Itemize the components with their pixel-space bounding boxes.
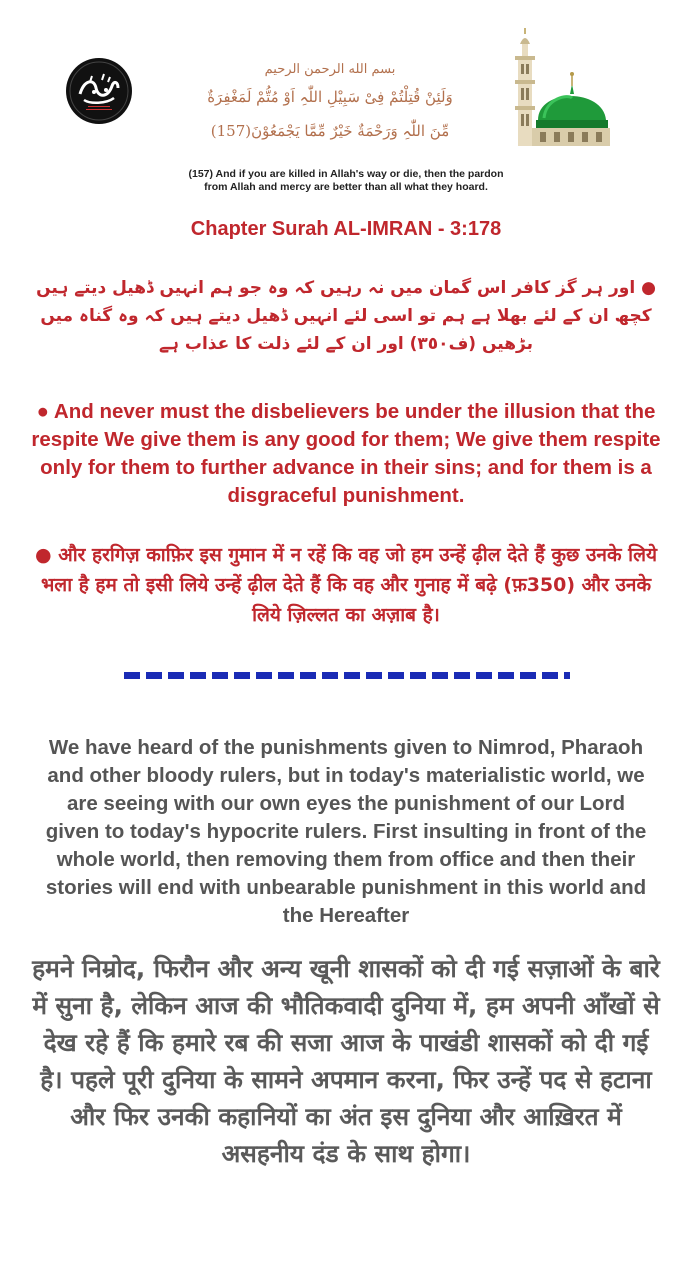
- chapter-title: Chapter Surah AL-IMRAN - 3:178: [190, 218, 502, 240]
- hindi-translation: ● और हरगिज़ काफ़िर इस गुमान में न रहें कि वह जो हम उन्हें ढ़ील देते हैं कुछ उनके लिये भला है हम तो इसी लिये उन्हें ढ़ील देते हैं कि वह और गुनाह में बढ़े (फ़350) और उनके लिये ज़िल्लत का अज़ाब है।: [35, 544, 657, 626]
- verse-line-2: مِّنَ اللّٰہِ وَرَحْمَةٌ خَیْرٌ مِّمَّا یَجْمَعُوْنَ(157): [210, 122, 450, 140]
- commentary-english: We have heard of the punishments given to Nimrod, Pharaoh and other bloody rulers, but in today's materialistic world, we are seeing with our own eyes the punishment of our Lord given to today's hypocrite rulers. First insulting in front of the whole world, then removing them from office and then their stories will end with unbearable punishment in this world and the Hereafter: [45, 736, 647, 927]
- header: [0, 0, 692, 200]
- verse-translation-line-2: from Allah and mercy are better than all what they hoard.: [204, 181, 488, 193]
- verse-line-1: وَلَئِنْ قُتِلْتُمْ فِیْ سَبِیْلِ اللّٰہِ اَوْ مُتُّمْ لَمَغْفِرَةٌ: [207, 88, 453, 106]
- verse-translation: [100, 168, 592, 194]
- urdu-translation: ● اور ہر گز کافر اس گمان میں نہ رہیں کہ وہ جو ہم انہیں ڈھیل دیتے ہیں کچھ ان کے لئے بھلا ہے ہم تو اسی لئے انہیں ڈھیل دیتے ہیں کہ وہ گناہ میں بڑھیں (ف٣٥٠) اور ان کے لئے ذلت کا عذاب ہے: [36, 278, 656, 354]
- dashed-divider: [124, 672, 570, 679]
- commentary-hindi: हमने निम्रोद, फिरौन और अन्य खूनी शासकों को दी गई सज़ाओं के बारे में सुना है, लेकिन आज की भौतिकवादी दुनिया में, हम अपनी आँखों से देख रहे हैं कि हमारे रब की सजा आज के पाखंडी शासकों को दी गई है। पहले पूरी दुनिया के सामने अपमान करना, फिर उन्हें पद से हटाना और फिर उनकी कहानियों का अंत इस दुनिया और आख़िरत में असहनीय दंड के साथ होगा।: [32, 954, 660, 1168]
- verse-translation-line-1: (157) And if you are killed in Allah's way or die, then the pardon: [188, 168, 504, 180]
- calligraphy-seal-logo: [66, 58, 132, 124]
- green-dome-minaret-image: [508, 28, 610, 146]
- basmala: بسم الله الرحمن الرحيم: [264, 62, 396, 77]
- english-translation: ● And never must the disbelievers be under the illusion that the respite We give them is any good for them; We give them respite only for them to further advance in their sins; and for them is a disgraceful punishment.: [31, 400, 661, 507]
